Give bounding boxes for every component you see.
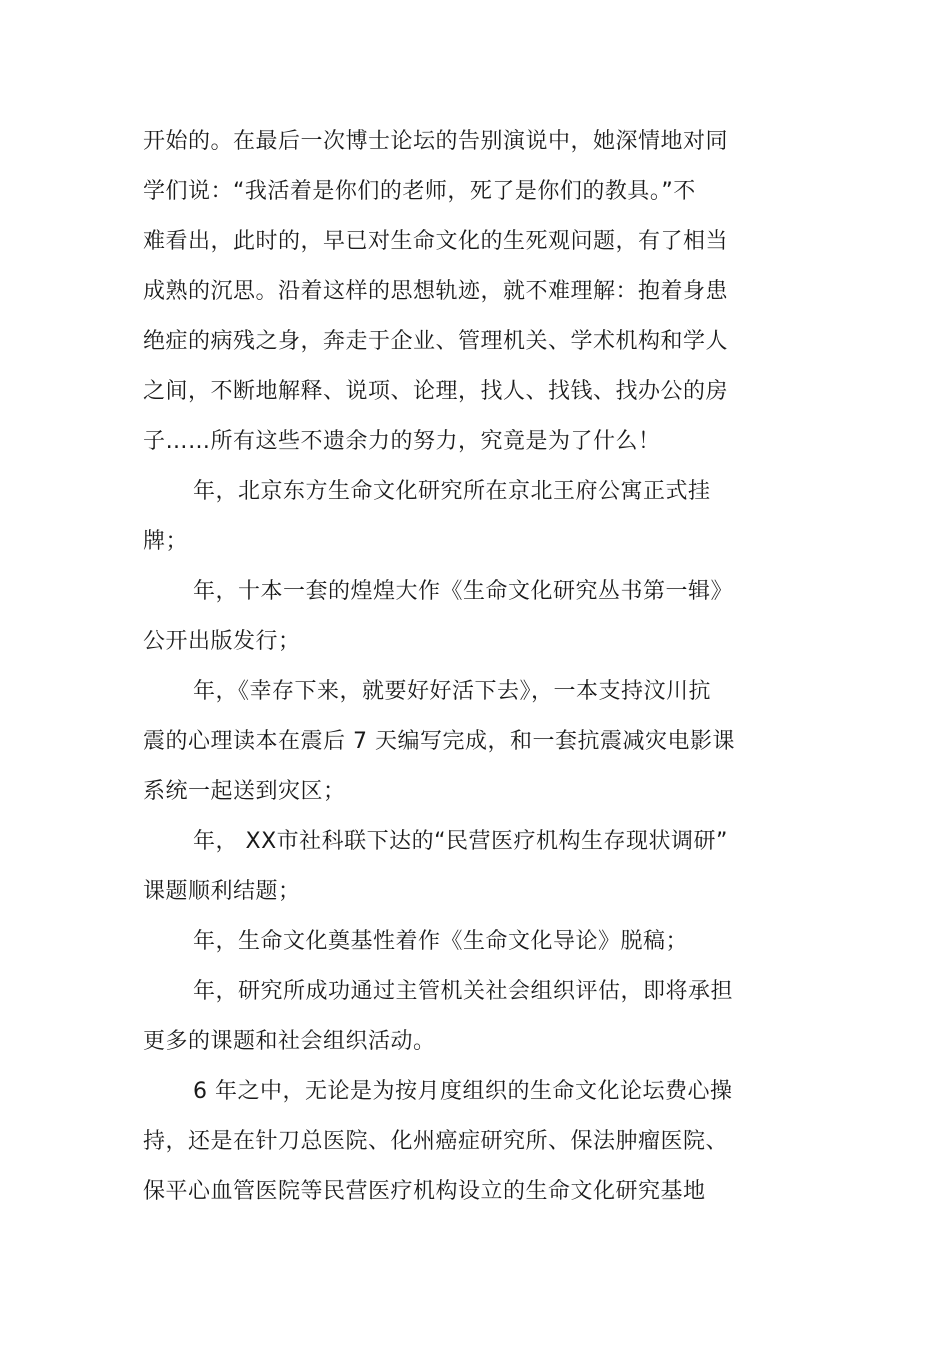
- text-line: 6 年之中，无论是为按月度组织的生命文化论坛费心操: [193, 1079, 733, 1104]
- text-line: 年，生命文化奠基性着作《生命文化导论》脱稿；: [193, 929, 689, 954]
- text-line: 年，研究所成功通过主管机关社会组织评估，即将承担: [193, 979, 734, 1004]
- text-line: 震的心理读本在震后 7 天编写完成，和一套抗震减灾电影课: [143, 729, 735, 754]
- text-line: 难看出，此时的，早已对生命文化的生死观问题，有了相当: [143, 229, 729, 254]
- text-line: 更多的课题和社会组织活动。: [143, 1029, 436, 1054]
- text-line: 年，《幸存下来，就要好好活下去》，一本支持汶川抗: [193, 679, 712, 704]
- text-line: 年，北京东方生命文化研究所在京北王府公寓正式挂: [193, 479, 711, 504]
- text-line: 牌；: [143, 529, 189, 554]
- text-line: 公开出版发行；: [143, 629, 301, 654]
- text-line: 成熟的沉思。沿着这样的思想轨迹，就不难理解：抱着身患: [143, 279, 729, 304]
- text-line: 年， XX市社科联下达的“民营医疗机构生存现状调研”: [193, 829, 728, 854]
- text-line: 开始的。在最后一次博士论坛的告别演说中，她深情地对同: [143, 129, 729, 154]
- text-line: 子……所有这些不遗余力的努力，究竟是为了什么！: [143, 429, 661, 454]
- text-line: 年，十本一套的煌煌大作《生命文化研究丛书第一辑》: [193, 579, 734, 604]
- text-line: 学们说：“我活着是你们的老师，死了是你们的教具。”不: [143, 179, 696, 204]
- text-line: 课题顺利结题；: [143, 879, 301, 904]
- text-line: 系统一起送到灾区；: [143, 779, 346, 804]
- text-line: 持，还是在针刀总医院、化州癌症研究所、保法肿瘤医院、: [143, 1129, 729, 1154]
- text-line: 保平心血管医院等民营医疗机构设立的生命文化研究基地: [143, 1179, 706, 1204]
- text-line: 绝症的病残之身，奔走于企业、管理机关、学术机构和学人: [143, 329, 729, 354]
- text-line: 之间，不断地解释、说项、论理，找人、找钱、找办公的房: [143, 379, 729, 404]
